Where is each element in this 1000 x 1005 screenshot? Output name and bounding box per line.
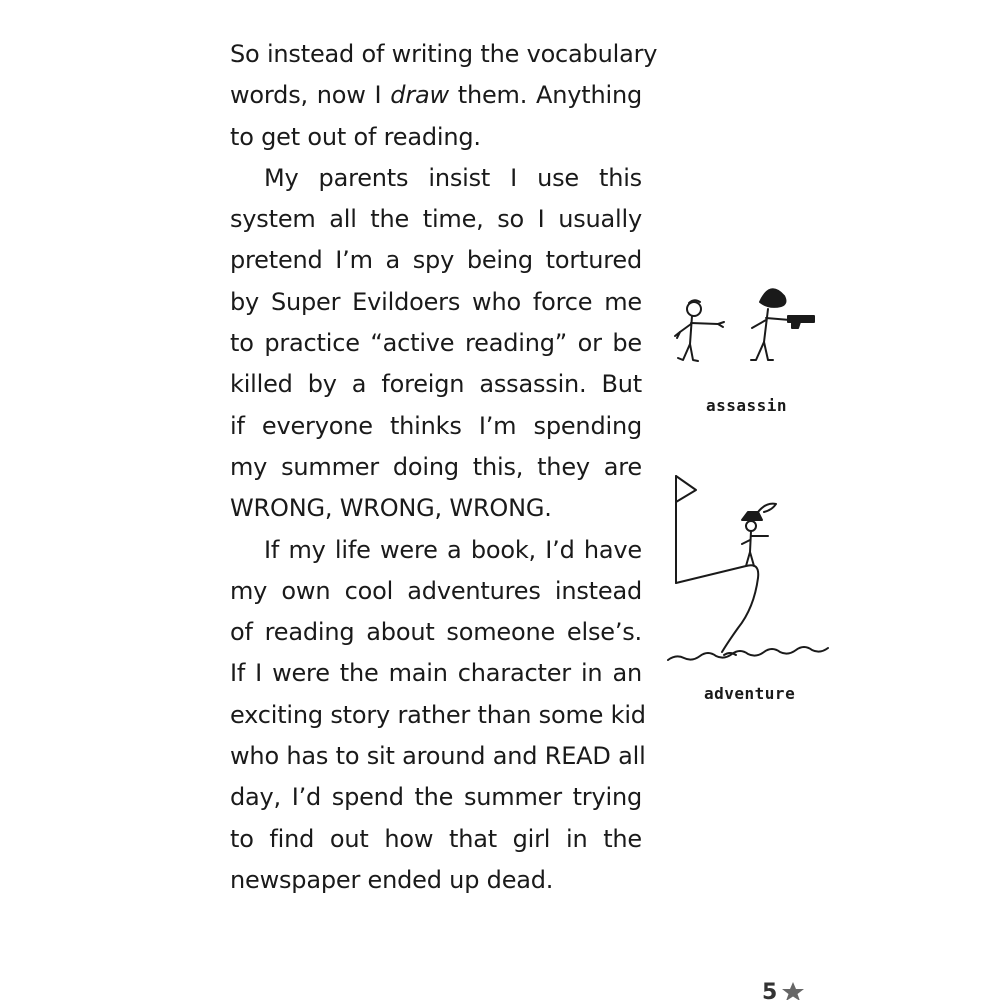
assassin-caption: assassin [706,396,788,415]
text-fragment: words, now I [230,81,391,110]
adventure-illustration [664,470,836,670]
text-line: system all the time, so I usually [230,205,642,234]
text-line: If I were the main character in an [230,659,642,688]
star-icon [782,982,804,1000]
text-line: to practice “active reading” or be [230,329,642,358]
text-fragment: them. Anything [448,81,642,110]
page-number: 5 [762,980,778,1005]
text-line: of reading about someone else’s. [230,618,642,647]
text-line: who has to sit around and READ all [230,742,646,771]
text-line: If my life were a book, I’d have [264,535,642,564]
text-line: killed by a foreign assassin. But [230,370,642,399]
assassin-illustration [660,276,830,386]
text-line [230,75,642,116]
emphasis-draw: draw [390,81,449,110]
text-line: newspaper ended up dead. [230,865,554,894]
text-line: to find out how that girl in the [230,824,642,853]
text-line: So instead of writing the vocabulary [230,40,658,68]
text-line: WRONG, WRONG, WRONG. [230,494,552,523]
text-line: day, I’d spend the summer trying [230,783,642,812]
text-line: by Super Evildoers who force me [230,287,642,316]
text-line: my summer doing this, they are [230,452,642,481]
text-line: pretend I’m a spy being tortured [230,246,642,275]
text-line: my own cool adventures instead [230,576,642,605]
adventure-caption: adventure [704,684,796,703]
text-line: if everyone thinks I’m spending [230,411,642,440]
body-text [230,34,658,901]
text-line: exciting story rather than some kid [230,700,646,729]
text-line: My parents insist I use this [264,163,642,192]
text-line: to get out of reading. [230,122,481,151]
